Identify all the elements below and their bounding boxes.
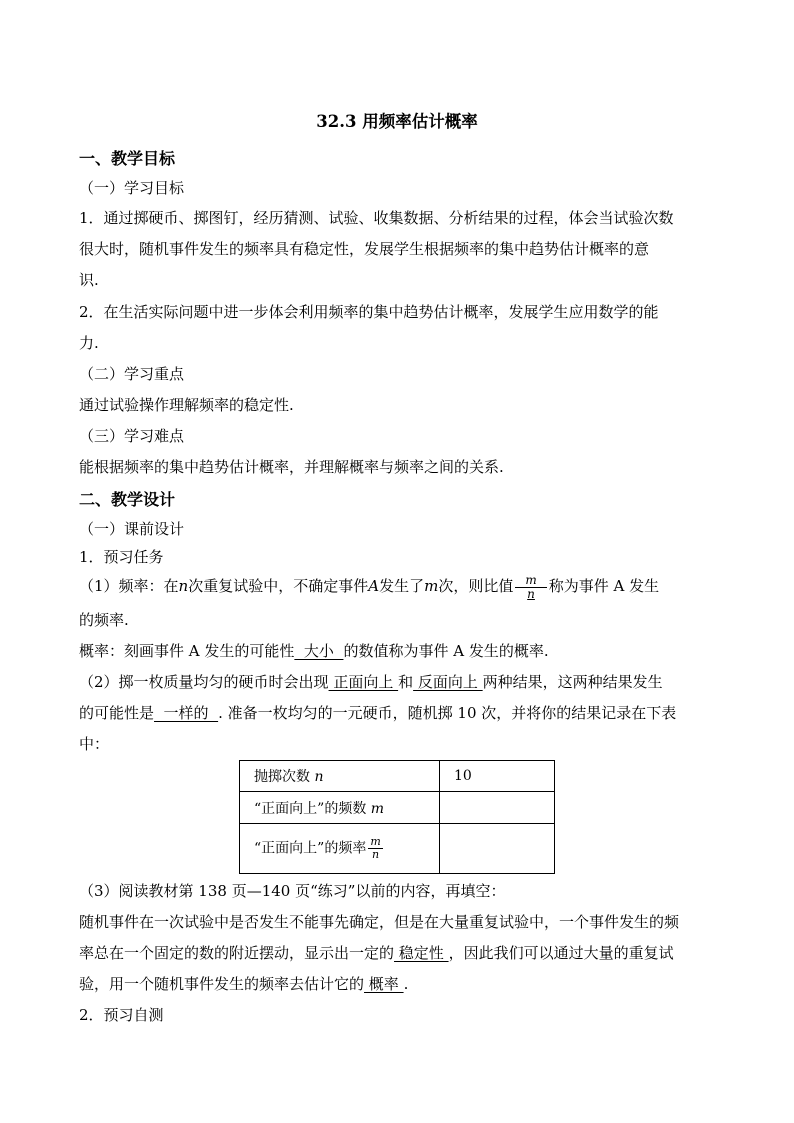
table-row-heads-count xyxy=(240,792,555,824)
blank-answer-probability: 概率 xyxy=(364,975,404,993)
q1-text-b: 次重复试验中，不确定事件 xyxy=(188,577,369,595)
difficulty-text: 能根据频率的集中趋势估计概率，并理解概率与频率之间的关系. xyxy=(79,458,504,476)
goal-2-line-1: 2．在生活实际问题中进一步体会利用频率的集中趋势估计概率，发展学生应用数学的能 xyxy=(79,303,659,321)
q1-var-m: m xyxy=(424,577,439,595)
q1-var-n: n xyxy=(178,577,189,595)
q1-text-d: 次，则比值 xyxy=(438,577,514,595)
q1-text-c: 发生了 xyxy=(379,577,425,595)
subheading-focus: （二）学习重点 xyxy=(79,365,185,383)
q1-text-e: 称为事件 A 发生 xyxy=(548,577,660,595)
question-3-line-2: 率总在一个固定的数的附近摆动，显示出一定的 稳定性 ，因此我们可以通过大量的重复试 xyxy=(79,944,674,962)
goal-1-line-3: 识. xyxy=(79,271,99,289)
blank-answer-equal: 一样的 xyxy=(154,704,219,722)
subheading-pre-class: （一）课前设计 xyxy=(79,520,185,538)
goal-1-line-1: 1．通过掷硬币、掷图钉，经历猜测、试验、收集数据、分析结果的过程，体会当试验次数 xyxy=(79,209,674,227)
table-cell-value[interactable] xyxy=(440,824,555,874)
coin-toss-table xyxy=(239,760,555,874)
question-2-line-1: （2）掷一枚质量均匀的硬币时会出现 正面向上 和 反面向上 两种结果，这两种结果发生 xyxy=(79,673,663,691)
q1-text-a: （1）频率：在 xyxy=(79,577,179,595)
focus-text: 通过试验操作理解频率的稳定性. xyxy=(79,396,294,414)
table-cell-value: 10 xyxy=(440,761,555,792)
question-1-line-1 xyxy=(79,571,659,601)
question-3-intro: （3）阅读教材第 138 页—140 页“练习”以前的内容，再填空： xyxy=(79,882,506,900)
question-2-line-2: 的可能性是 一样的 . 准备一枚均匀的一元硬币，随机掷 10 次，并将你的结果记录在下表 xyxy=(79,704,677,722)
goal-1-line-2: 很大时，随机事件发生的频率具有稳定性，发展学生根据频率的集中趋势估计概率的意 xyxy=(79,240,650,258)
subheading-difficulty: （三）学习难点 xyxy=(79,427,185,445)
table-cell-value[interactable] xyxy=(440,792,555,824)
blank-answer-size: 大小 xyxy=(294,642,344,660)
blank-answer-tails: 反面向上 xyxy=(413,673,483,691)
page-title: 32.3 用频率估计概率 xyxy=(316,112,478,131)
fraction-m-over-n-table: $\frac{m}{n}$ xyxy=(370,835,381,861)
probability-definition: 概率：刻画事件 A 发生的可能性 大小 的数值称为事件 A 发生的概率. xyxy=(79,642,549,660)
q1-var-a: A xyxy=(368,577,380,595)
question-3-line-1: 随机事件在一次试验中是否发生不能事先确定，但是在大量重复试验中，一个事件发生的频 xyxy=(79,913,680,931)
table-cell-label: “正面向上”的频率 $\frac{m}{n}$ xyxy=(240,824,440,874)
question-3-line-3: 验，用一个随机事件发生的频率去估计它的 概率 . xyxy=(79,975,409,993)
goal-2-line-2: 力. xyxy=(79,334,99,352)
preview-task-heading: 1．预习任务 xyxy=(79,548,164,566)
self-test-heading: 2．预习自测 xyxy=(79,1006,164,1024)
blank-answer-stability: 稳定性 xyxy=(394,944,449,962)
section-heading-design: 二、教学设计 xyxy=(79,490,176,509)
fraction-m-over-n: $\frac{m}{n}$ xyxy=(515,574,546,601)
table-row-heads-frequency xyxy=(240,824,555,874)
table-cell-label: 抛掷次数 n xyxy=(240,761,440,792)
blank-answer-heads: 正面向上 xyxy=(328,673,399,691)
section-heading-goals: 一、教学目标 xyxy=(79,149,176,168)
subheading-learning-goals: （一）学习目标 xyxy=(79,179,185,197)
table-row-toss-count xyxy=(240,761,555,792)
question-1-line-2: 的频率. xyxy=(79,611,129,629)
question-2-line-3: 中： xyxy=(79,735,110,753)
table-cell-label: “正面向上”的频数 m xyxy=(240,792,440,824)
